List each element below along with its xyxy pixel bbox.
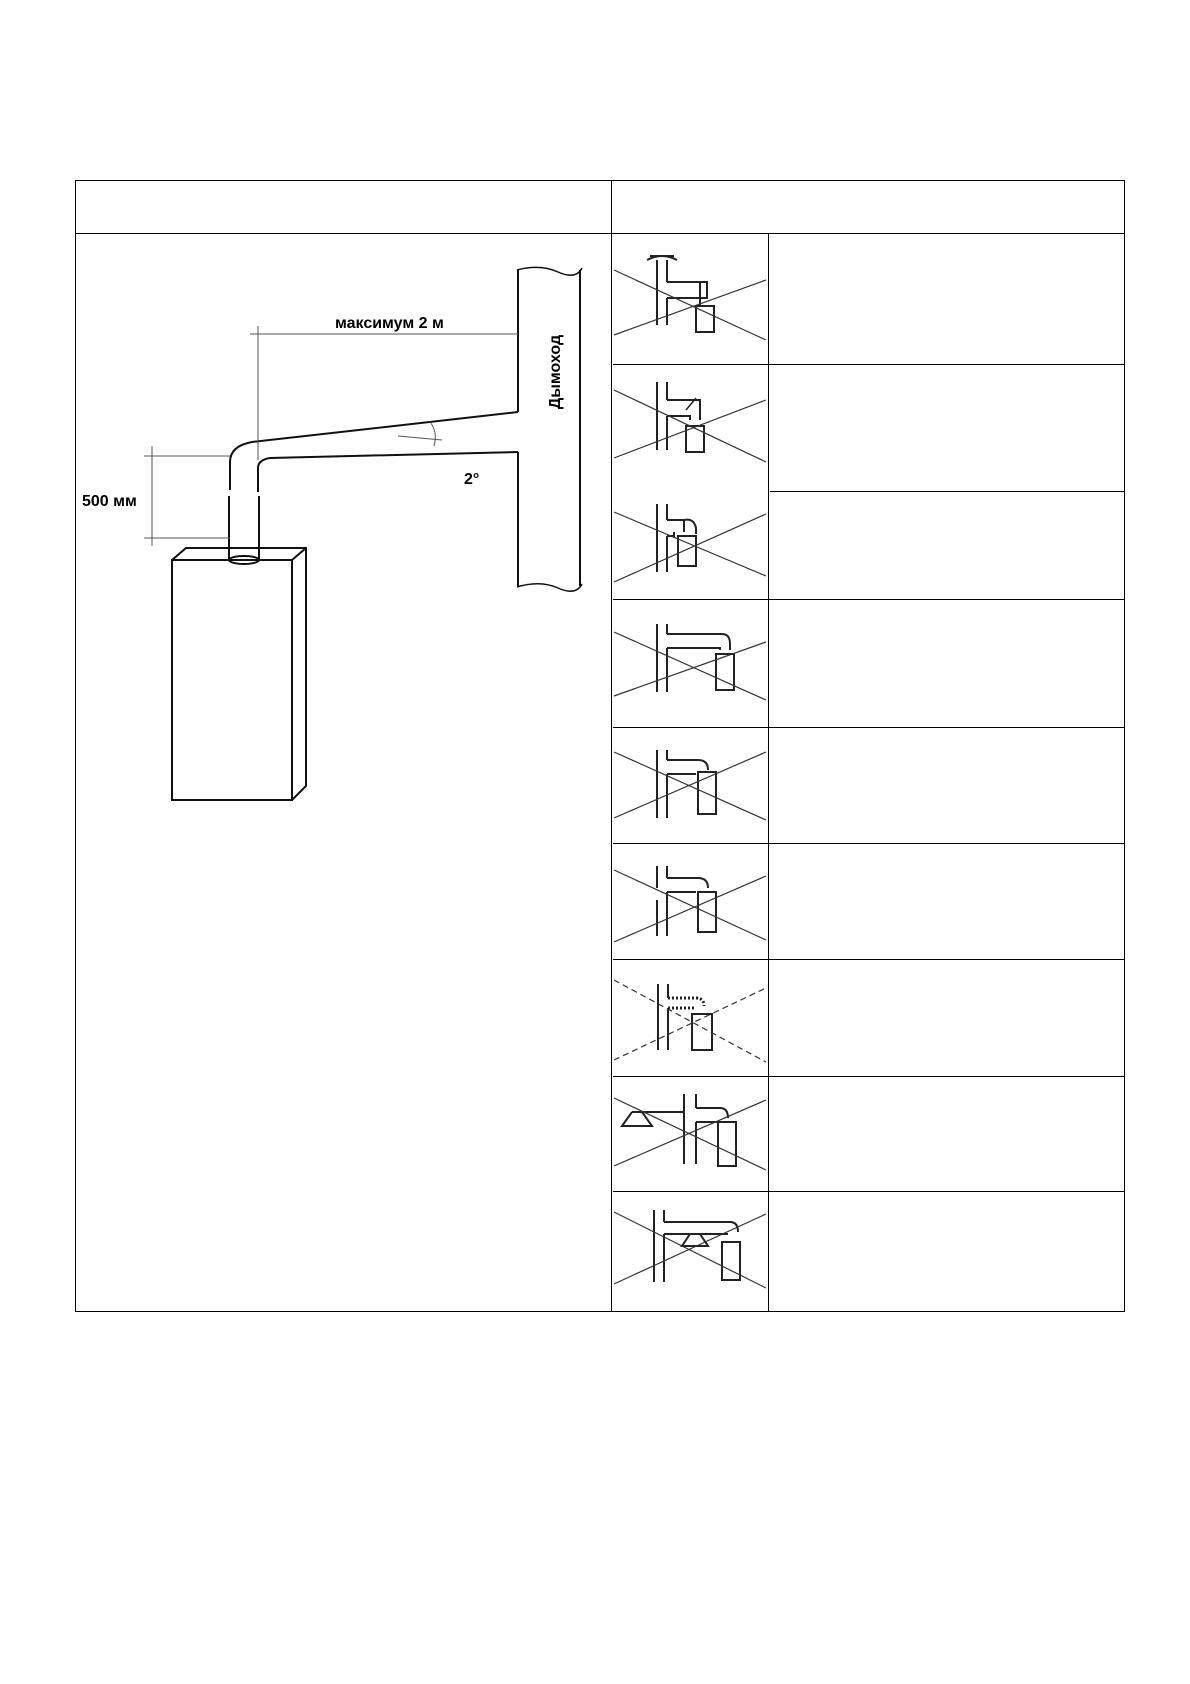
row-divider <box>613 727 1124 728</box>
row-divider <box>613 959 1124 960</box>
corrugated-pipe-wrong-icon <box>612 970 768 1070</box>
long-horizontal-pipe-wrong-icon <box>612 612 768 712</box>
row-divider <box>613 1076 1124 1077</box>
extra-device-wrong-icon <box>612 1200 768 1300</box>
angle-label: 2° <box>464 471 480 488</box>
through-chimney-wrong-icon <box>612 1086 768 1186</box>
column-divider <box>768 233 769 1311</box>
dimension-height: 500 мм <box>82 493 137 510</box>
row-divider <box>613 599 1124 600</box>
chimney-label: Дымоход <box>547 334 564 410</box>
broken-chimney-wrong-icon <box>612 856 768 956</box>
row-divider <box>613 1191 1124 1192</box>
dimension-max-length: максимум 2 м <box>335 315 444 332</box>
row-divider <box>613 843 1124 844</box>
row-divider <box>613 364 1124 365</box>
short-vertical-pipe-wrong-icon <box>612 738 768 838</box>
row-divider <box>770 491 1124 492</box>
draft-diverter-wrong-icon <box>612 370 768 470</box>
chimney-cap-wrong-icon <box>612 240 768 340</box>
header-row-divider <box>76 233 1124 234</box>
correct-installation-diagram <box>80 250 590 810</box>
descending-pipe-wrong-icon <box>612 492 768 592</box>
